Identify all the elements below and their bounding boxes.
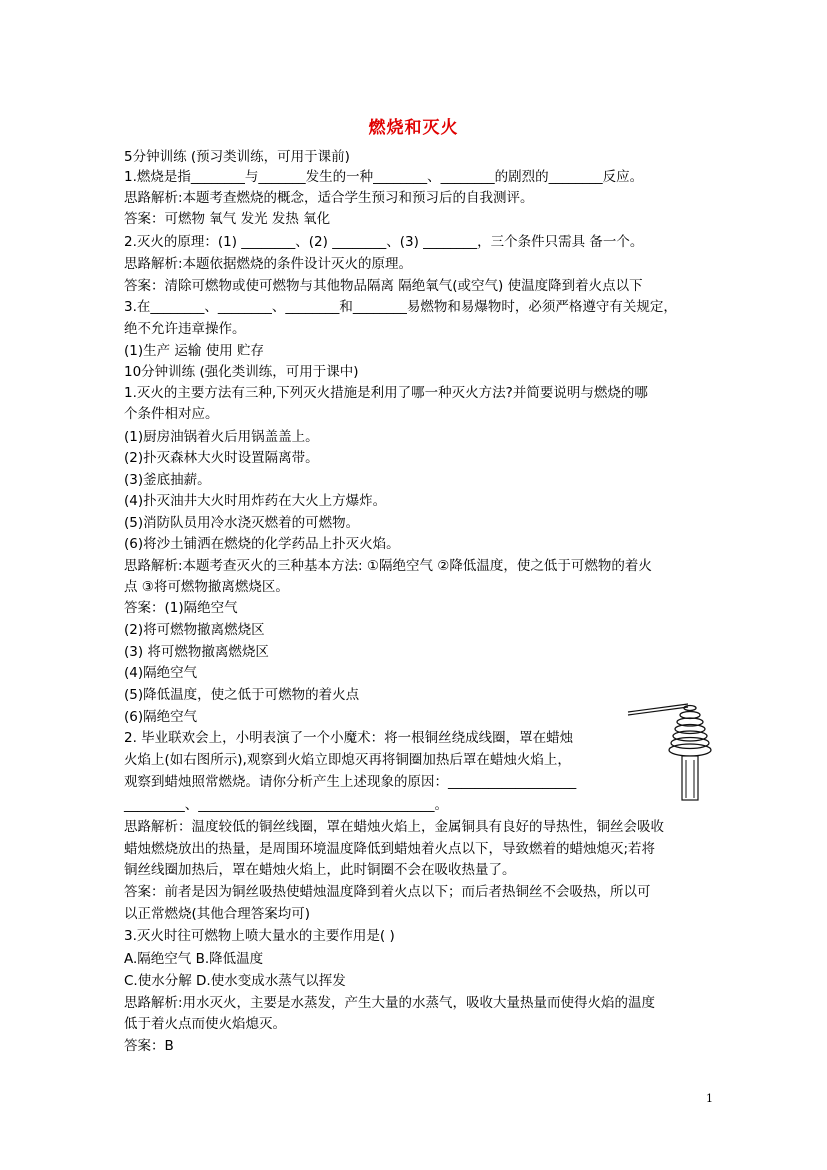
text-line: _________、___________________________________。 xyxy=(124,797,448,813)
text-line: A.隔绝空气 B.降低温度 xyxy=(124,951,264,967)
text-line: (6)隔绝空气 xyxy=(124,709,198,725)
text-line: 答案：清除可燃物或使可燃物与其他物品隔离 隔绝氧气(或空气) 使温度降到着火点以下 xyxy=(124,278,643,294)
text-line: 绝不允许违章操作。 xyxy=(124,321,246,337)
text-line: 1.燃烧是指________与_______发生的一种________、________的剧烈的________反应。 xyxy=(124,169,644,185)
text-line: (1)厨房油锅着火后用锅盖盖上。 xyxy=(124,429,319,445)
copper-coil-candle-figure xyxy=(624,694,716,806)
text-line: (4)扑灭油井大火时用炸药在大火上方爆炸。 xyxy=(124,493,387,509)
text-line: 2. 毕业联欢会上，小明表演了一个小魔术：将一根铜丝绕成线圈，罩在蜡烛 xyxy=(124,730,574,746)
text-line: 2.灭火的原理：(1) ________、(2) ________、(3) ________，三个条件只需具 备一个。 xyxy=(124,234,644,250)
text-line: (6)将沙土铺洒在燃烧的化学药品上扑灭火焰。 xyxy=(124,536,400,552)
text-line: (3) 将可燃物撤离燃烧区 xyxy=(124,644,269,660)
text-line: 答案：B xyxy=(124,1038,174,1054)
text-line: (2)扑灭森林大火时设置隔离带。 xyxy=(124,450,319,466)
page-title: 燃烧和灭火 xyxy=(368,118,459,138)
text-line: 思路解析:用水灭火，主要是水蒸发，产生大量的水蒸气，吸收大量热量而使得火焰的温度 xyxy=(124,995,656,1011)
text-line: 答案：可燃物 氧气 发光 发热 氧化 xyxy=(124,211,331,227)
text-line: 5分钟训练 (预习类训练，可用于课前) xyxy=(124,149,350,165)
text-line: (4)隔绝空气 xyxy=(124,665,198,681)
text-line: C.使水分解 D.使水变成水蒸气以挥发 xyxy=(124,973,346,989)
text-line: 火焰上(如右图所示),观察到火焰立即熄灭再将铜圈加热后罩在蜡烛火焰上， xyxy=(124,752,571,768)
text-line: 观察到蜡烛照常燃烧。请你分析产生上述现象的原因：___________________ xyxy=(124,774,577,790)
text-line: 3.在________、________、________和________易燃物和易爆物时，必须严格遵守有关规定， xyxy=(124,299,677,315)
text-line: 思路解析:本题考查燃烧的概念，适合学生预习和预习后的自我测评。 xyxy=(124,190,534,206)
text-line: (1)生产 运输 使用 贮存 xyxy=(124,343,264,359)
text-line: 低于着火点而使火焰熄灭。 xyxy=(124,1016,286,1032)
text-line: 点 ③将可燃物撤离燃烧区。 xyxy=(124,579,289,595)
text-line: 以正常燃烧(其他合理答案均可) xyxy=(124,906,311,922)
text-line: 个条件相对应。 xyxy=(124,406,219,422)
text-line: 1.灭火的主要方法有三种,下列灭火措施是利用了哪一种灭火方法?并简要说明与燃烧的哪 xyxy=(124,385,648,401)
text-line: 思路解析：温度较低的铜丝线圈，罩在蜡烛火焰上，金属铜具有良好的导热性，铜丝会吸收 xyxy=(124,819,664,835)
text-line: 蜡烛燃烧放出的热量，是周围环境温度降低到蜡烛着火点以下，导致燃着的蜡烛熄灭;若将 xyxy=(124,841,656,857)
text-line: 思路解析:本题考查灭火的三种基本方法: ①隔绝空气 ②降低温度，使之低于可燃物的着火 xyxy=(124,558,652,574)
page-number: 1 xyxy=(706,1092,713,1105)
text-line: 3.灭火时往可燃物上喷大量水的主要作用是( ) xyxy=(124,928,395,944)
text-line: (5)消防队员用冷水浇灭燃着的可燃物。 xyxy=(124,515,360,531)
text-line: (5)降低温度，使之低于可燃物的着火点 xyxy=(124,687,360,703)
text-line: 思路解析:本题依据燃烧的条件设计灭火的原理。 xyxy=(124,256,413,272)
text-line: 铜丝线圈加热后，罩在蜡烛火焰上，此时铜圈不会在吸收热量了。 xyxy=(124,862,516,878)
text-line: (3)釜底抽薪。 xyxy=(124,472,211,488)
text-line: 答案：(1)隔绝空气 xyxy=(124,600,238,616)
text-line: 答案：前者是因为铜丝吸热使蜡烛温度降到着火点以下；而后者热铜丝不会吸热，所以可 xyxy=(124,884,651,900)
text-line: 10分钟训练 (强化类训练，可用于课中) xyxy=(124,364,359,380)
text-line: (2)将可燃物撤离燃烧区 xyxy=(124,622,265,638)
